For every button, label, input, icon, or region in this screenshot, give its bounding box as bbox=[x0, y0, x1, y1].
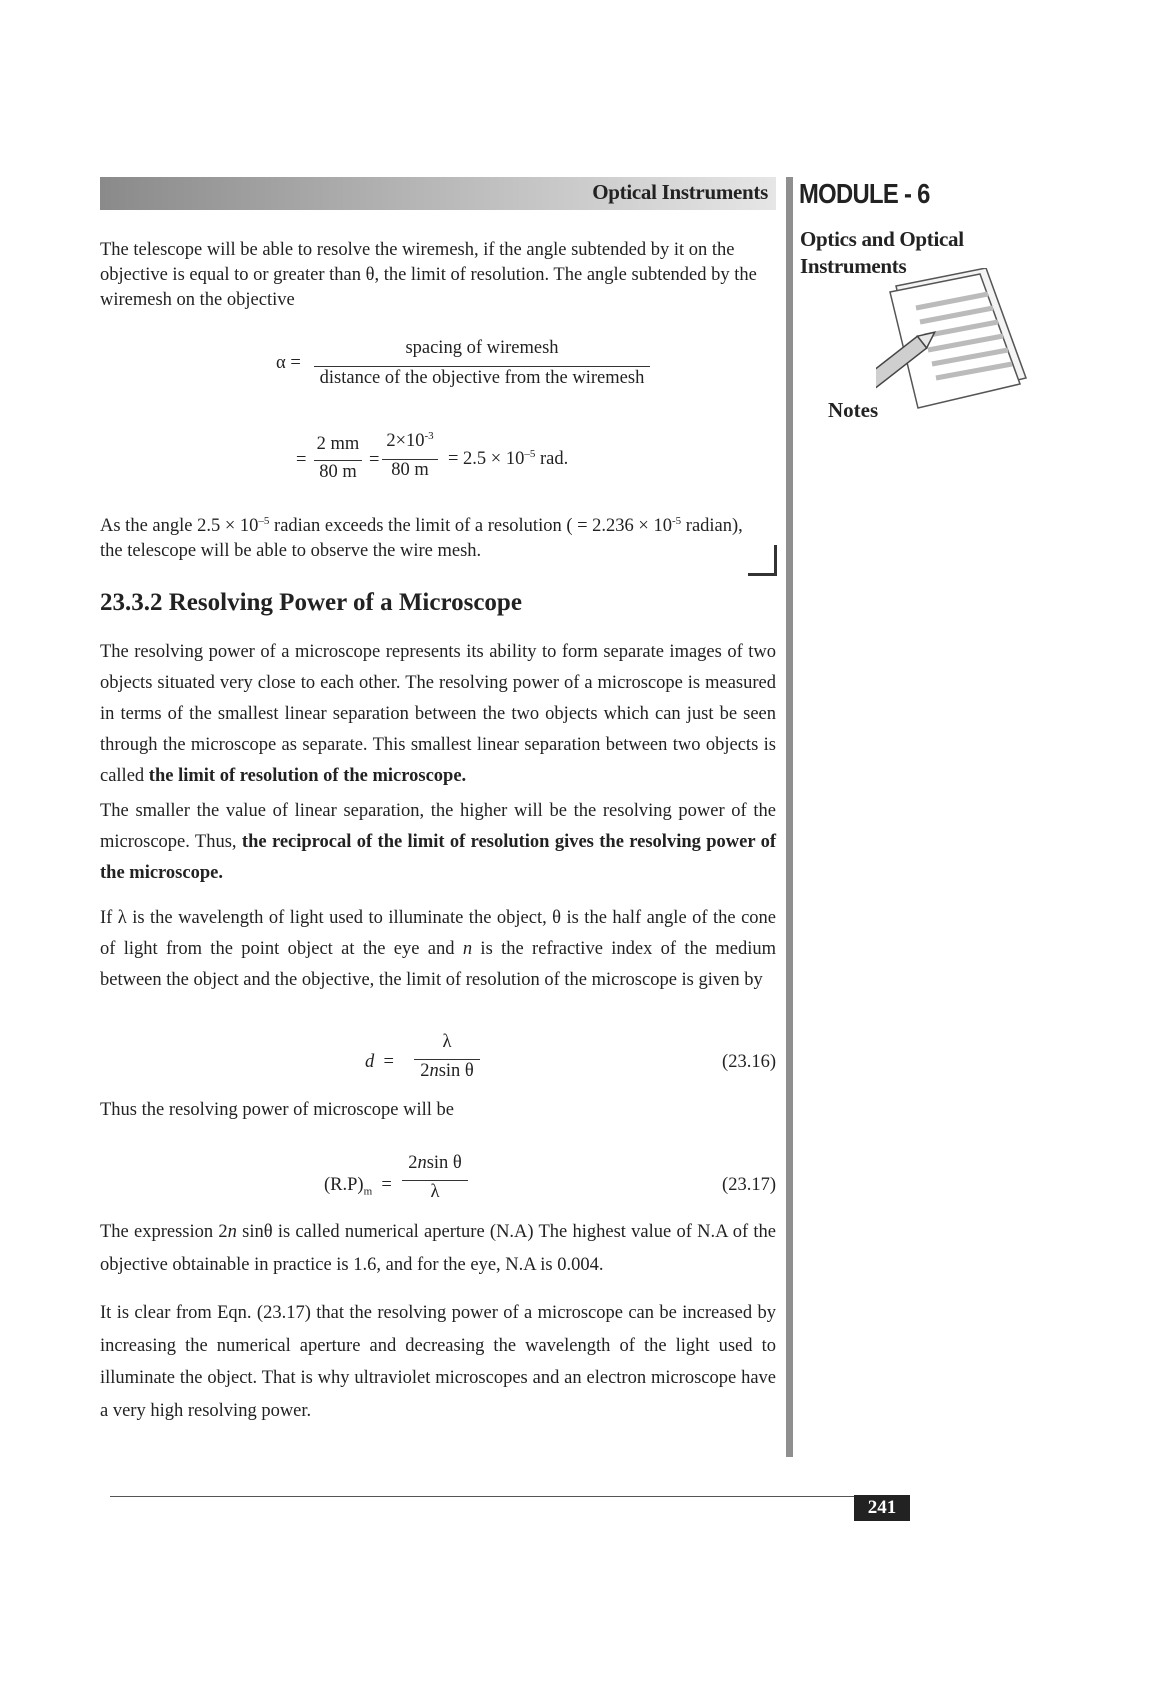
equals-sign: = bbox=[383, 1052, 394, 1072]
eq-rp-subscript: m bbox=[363, 1185, 373, 1198]
conclusion-paragraph bbox=[100, 509, 776, 564]
conclusion-text-c: radian), bbox=[681, 516, 743, 537]
paragraph-text: sinθ is called numerical aperture (N.A) The highest value of N.A of the objective obtainable in practice is 1.6, and for the eye, N.A is 0.004. bbox=[100, 1222, 776, 1275]
footer-rule bbox=[110, 1496, 910, 1497]
conclusion-exponent1: –5 bbox=[258, 515, 270, 527]
equals-sign: = bbox=[369, 450, 380, 470]
eq-d-denominator-coefficient: 2 bbox=[420, 1061, 430, 1081]
module-subtitle-line1: Optics and Optical bbox=[800, 227, 964, 251]
intro-line: objective is equal to or greater than θ, the limit of resolution. The angle subtended by the bbox=[100, 265, 757, 285]
module-title: MODULE - 6 bbox=[799, 178, 930, 209]
sidebar-divider bbox=[786, 177, 793, 1457]
paragraph-reciprocal bbox=[100, 796, 776, 889]
intro-line: The telescope will be able to resolve the wiremesh, if the angle subtended by it on the bbox=[100, 240, 735, 260]
alpha-denominator: distance of the objective from the wiremesh bbox=[319, 368, 645, 388]
eq-d-denominator-sin: sin θ bbox=[438, 1061, 474, 1081]
eq-rp-lhs bbox=[324, 1175, 392, 1198]
eq-rp-numerator-coefficient: 2 bbox=[408, 1153, 418, 1173]
fraction1-numerator: 2 mm bbox=[316, 434, 360, 454]
fraction2-numerator-base: 2×10 bbox=[386, 431, 425, 452]
refractive-index-symbol: n bbox=[227, 1222, 237, 1242]
fraction2-numerator-exponent: -3 bbox=[424, 430, 434, 442]
eq-d-numerator: λ bbox=[442, 1032, 452, 1052]
rp-intro: Thus the resolving power of microscope will be bbox=[100, 1100, 454, 1120]
equals-sign: = bbox=[296, 450, 307, 470]
eq-d-denominator bbox=[414, 1061, 480, 1082]
equation-number: (23.17) bbox=[722, 1175, 776, 1195]
conclusion-line2: the telescope will be able to observe the wire mesh. bbox=[100, 541, 482, 562]
paragraph-numerical-aperture bbox=[100, 1216, 776, 1282]
conclusion-line1 bbox=[100, 509, 776, 539]
fraction1-denominator: 80 m bbox=[319, 462, 357, 482]
result-prefix: = 2.5 × 10 bbox=[448, 449, 525, 470]
fraction-bar bbox=[314, 460, 362, 461]
section-heading: 23.3.2 Resolving Power of a Microscope bbox=[100, 589, 522, 616]
paragraph-bold: the reciprocal of the limit of resolution gives the resolving power of the microscope. bbox=[100, 832, 776, 883]
fraction2-denominator: 80 m bbox=[391, 460, 429, 480]
header-band bbox=[100, 177, 776, 210]
eq-rp-numerator-n: n bbox=[417, 1153, 427, 1173]
paragraph-text: is the refractive index of the medium between the object and the objective, the limit of resolution of the microscope is given by bbox=[100, 939, 776, 990]
eq-d-lhs bbox=[365, 1052, 394, 1073]
paragraph-text: The resolving power of a microscope represents its ability to form separate images of two objects situated very close to each other. The resolving power of a microscope is measured in terms of the smallest linear separation between the two objects which can just be seen through the microscope as separate. This smallest linear separation between two objects is called bbox=[100, 642, 776, 786]
paragraph-conclusion: It is clear from Eqn. (23.17) that the resolving power of a microscope can be increased by increasing the numerical aperture and decreasing the wavelength of the light used to illuminate the object. That is why ultraviolet microscopes and an electron microscope have a very high resolving power. bbox=[100, 1303, 776, 1421]
refractive-index-symbol: n bbox=[462, 939, 473, 959]
result-exponent: –5 bbox=[524, 448, 536, 460]
conclusion-text-a: As the angle 2.5 × 10 bbox=[100, 516, 259, 537]
alpha-numerator: spacing of wiremesh bbox=[405, 338, 559, 358]
eq-d-variable: d bbox=[365, 1052, 375, 1072]
paragraph-resolving-power bbox=[100, 637, 776, 792]
intro-line: wiremesh on the objective bbox=[100, 290, 295, 310]
conclusion-exponent2: -5 bbox=[672, 515, 682, 527]
eq-rp-numerator-sin: sin θ bbox=[426, 1153, 462, 1173]
chapter-title: Optical Instruments bbox=[592, 180, 768, 204]
fraction2-numerator bbox=[382, 430, 438, 452]
result-unit: rad. bbox=[535, 449, 569, 470]
paragraph-limit-definition bbox=[100, 903, 776, 996]
eq-rp-label: (R.P) bbox=[324, 1175, 364, 1195]
paragraph-text: If λ is the wavelength of light used to illuminate the object, θ is the half angle of the cone of light from the point object at the eye and bbox=[100, 908, 776, 959]
alpha-lhs: α = bbox=[276, 353, 301, 373]
intro-paragraph bbox=[100, 238, 776, 313]
notes-label: Notes bbox=[828, 398, 879, 422]
notepad-pencil-icon bbox=[876, 268, 1030, 422]
page-number: 241 bbox=[867, 1497, 897, 1518]
result-value bbox=[448, 448, 568, 470]
fraction-bar bbox=[402, 1180, 468, 1181]
eq-d-denominator-n: n bbox=[429, 1061, 439, 1081]
conclusion-text-b: radian exceeds the limit of a resolution ( = 2.236 × 10 bbox=[269, 516, 672, 537]
paragraph-text: The smaller the value of linear separation, the higher will be the resolving power of the microscope. Thus, bbox=[100, 801, 776, 852]
equation-number: (23.16) bbox=[722, 1052, 776, 1072]
page-number-badge bbox=[854, 1495, 910, 1521]
paragraph-bold: the limit of resolution of the microscope. bbox=[148, 766, 467, 786]
eq-rp-numerator bbox=[402, 1153, 468, 1174]
fraction-bar bbox=[414, 1059, 480, 1060]
eq-rp-denominator: λ bbox=[430, 1182, 440, 1202]
equals-sign: = bbox=[381, 1175, 392, 1195]
module-subtitle-line2: Instruments bbox=[800, 254, 907, 278]
end-of-example-mark bbox=[748, 545, 777, 576]
paragraph-text: The expression 2 bbox=[100, 1222, 228, 1242]
fraction-bar bbox=[314, 366, 650, 367]
